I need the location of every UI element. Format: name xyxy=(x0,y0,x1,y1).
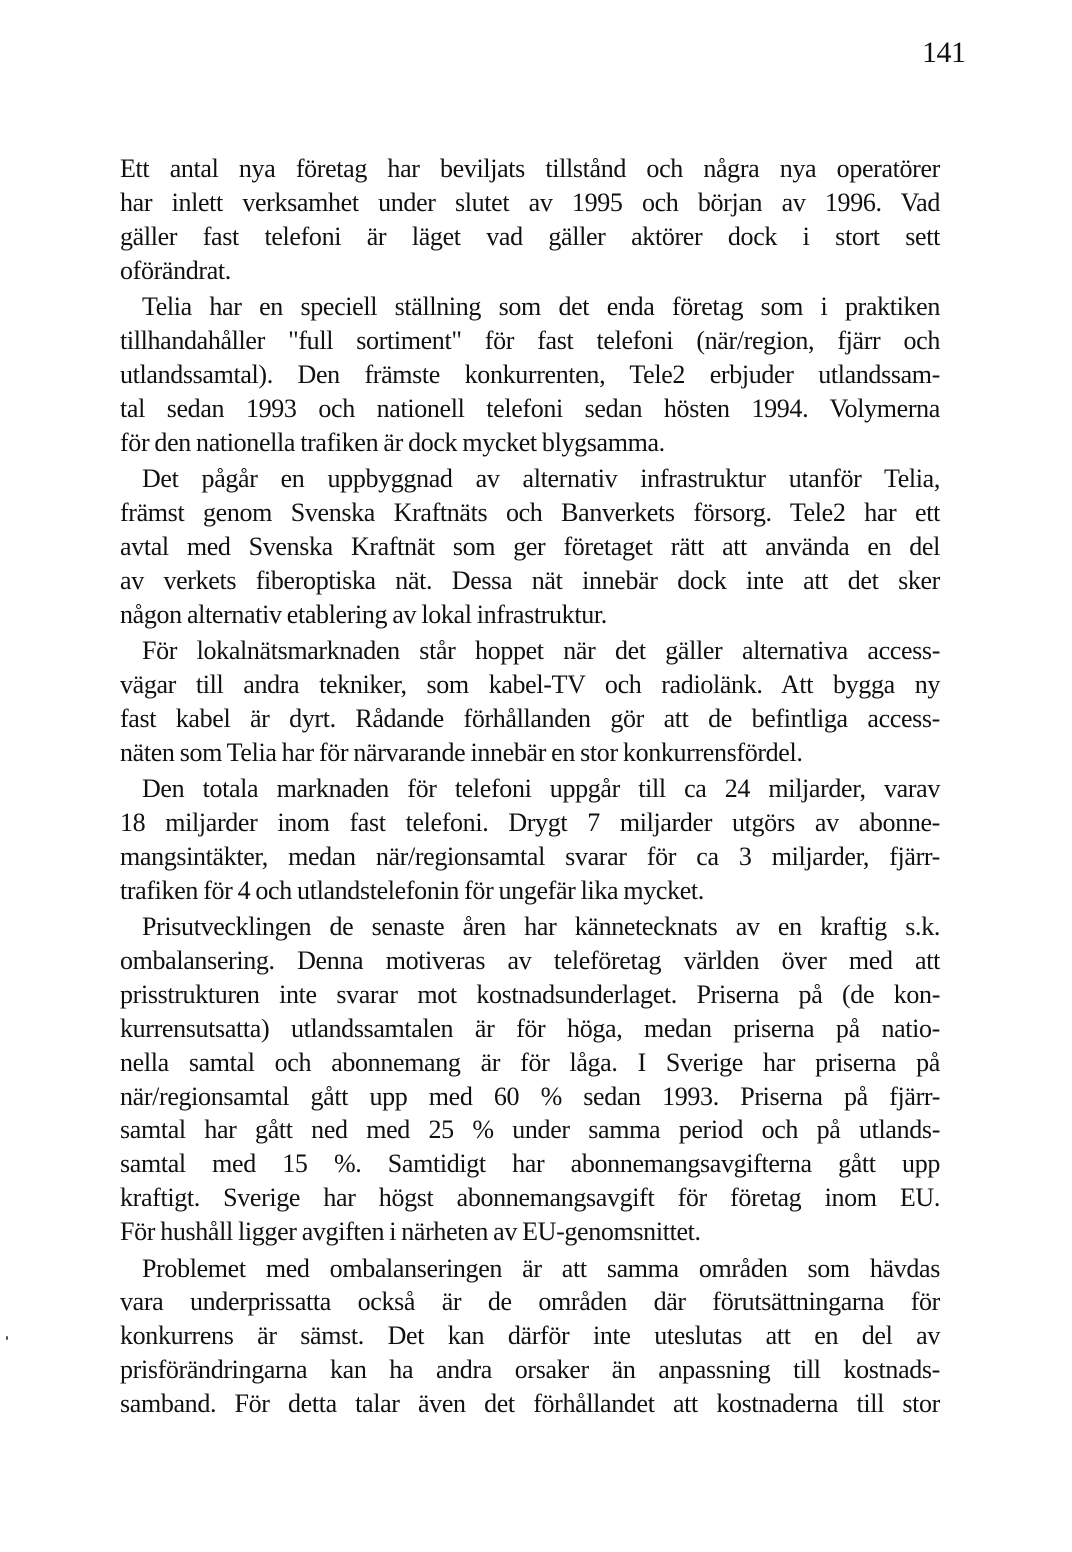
text-line: någon alternativ etablering av lokal infrastruktur. xyxy=(120,599,607,629)
paragraph-telia-position xyxy=(120,290,940,459)
body-text xyxy=(120,152,940,1421)
text-line: kurrensutsatta) utlandssamtalen är för höga, medan priserna på natio- xyxy=(120,1013,940,1043)
text-line: samtal har gått ned med 25 % under samma period och på utlands- xyxy=(120,1115,940,1145)
text-line: 18 miljarder inom fast telefoni. Drygt 7 miljarder utgörs av abonne- xyxy=(120,807,940,837)
paragraph-market-size xyxy=(120,772,940,908)
text-line: utlandssamtal). Den främste konkurrenten, Tele2 erbjuder utlandssam- xyxy=(120,359,940,389)
text-line: ombalansering. Denna motiveras av teleföretag världen över med att xyxy=(120,945,940,975)
text-line: när/regionsamtal gått upp med 60 % sedan 1993. Priserna på fjärr- xyxy=(120,1081,940,1111)
paragraph-alternative-infrastructure xyxy=(120,462,940,631)
text-line: vara underprissatta också är de områden där förutsättningarna för xyxy=(120,1287,940,1317)
text-line: Det pågår en uppbyggnad av alternativ infrastruktur utanför Telia, xyxy=(142,464,940,494)
text-line: nella samtal och abonnemang är för låga. I Sverige har priserna på xyxy=(120,1047,940,1077)
text-line: Den totala marknaden för telefoni uppgår till ca 24 miljarder, varav xyxy=(142,774,940,804)
text-line: trafiken för 4 och utlandstelefonin för ungefär lika mycket. xyxy=(120,875,704,905)
text-line: oförändrat. xyxy=(120,255,231,285)
text-line: För lokalnätsmarknaden står hoppet när det gäller alternativa access- xyxy=(142,635,940,665)
text-line: vägar till andra tekniker, som kabel-TV och radiolänk. Att bygga ny xyxy=(120,669,940,699)
text-line: Problemet med ombalanseringen är att samma områden som hävdas xyxy=(142,1253,940,1283)
text-line: konkurrens är sämst. Det kan därför inte uteslutas att en del av xyxy=(120,1321,940,1351)
paragraph-local-network xyxy=(120,634,940,770)
text-line: Prisutvecklingen de senaste åren har kännetecknats av en kraftig s.k. xyxy=(142,912,940,942)
text-line: avtal med Svenska Kraftnät som ger företaget rätt att använda en del xyxy=(120,531,940,561)
text-line: Ett antal nya företag har beviljats tillstånd och några nya operatörer xyxy=(120,154,940,183)
text-line: av verkets fiberoptiska nät. Dessa nät innebär dock inte att det sker xyxy=(120,565,940,595)
text-line: För hushåll ligger avgiften i närheten av EU-genomsnittet. xyxy=(120,1217,701,1247)
text-line: fast kabel är dyrt. Rådande förhållanden gör att de befintliga access- xyxy=(120,703,940,733)
text-line: mangsintäkter, medan när/regionsamtal svarar för ca 3 miljarder, fjärr- xyxy=(120,841,940,871)
text-line: Telia har en speciell ställning som det enda företag som i praktiken xyxy=(142,292,940,322)
text-line: främst genom Svenska Kraftnäts och Banverkets försorg. Tele2 har ett xyxy=(120,497,940,527)
scan-speck xyxy=(6,1336,8,1340)
paragraph-rebalancing-problem xyxy=(120,1252,940,1421)
text-line: prisstrukturen inte svarar mot kostnadsunderlaget. Priserna på (de kon- xyxy=(120,979,940,1009)
text-line: tal sedan 1993 och nationell telefoni sedan hösten 1994. Volymerna xyxy=(120,393,940,423)
text-line: har inlett verksamhet under slutet av 1995 och början av 1996. Vad xyxy=(120,187,940,217)
text-line: för den nationella trafiken är dock mycket blygsamma. xyxy=(120,427,665,457)
page-number: 141 xyxy=(922,36,966,69)
text-line: prisförändringarna kan ha andra orsaker än anpassning till kostnads- xyxy=(120,1355,940,1385)
text-line: kraftigt. Sverige har högst abonnemangsavgift för företag inom EU. xyxy=(120,1183,940,1213)
text-line: samtal med 15 %. Samtidigt har abonnemangsavgifterna gått upp xyxy=(120,1149,940,1179)
paragraph-price-development xyxy=(120,910,940,1249)
paragraph-new-operators xyxy=(120,152,940,288)
text-line: näten som Telia har för närvarande innebär en stor konkurrensfördel. xyxy=(120,737,803,767)
text-line: samband. För detta talar även det förhållandet att kostnaderna till stor xyxy=(120,1389,940,1419)
text-line: tillhandahåller "full sortiment" för fast telefoni (när/region, fjärr och xyxy=(120,325,940,355)
text-line: gäller fast telefoni är läget vad gäller aktörer dock i stort sett xyxy=(120,221,940,251)
